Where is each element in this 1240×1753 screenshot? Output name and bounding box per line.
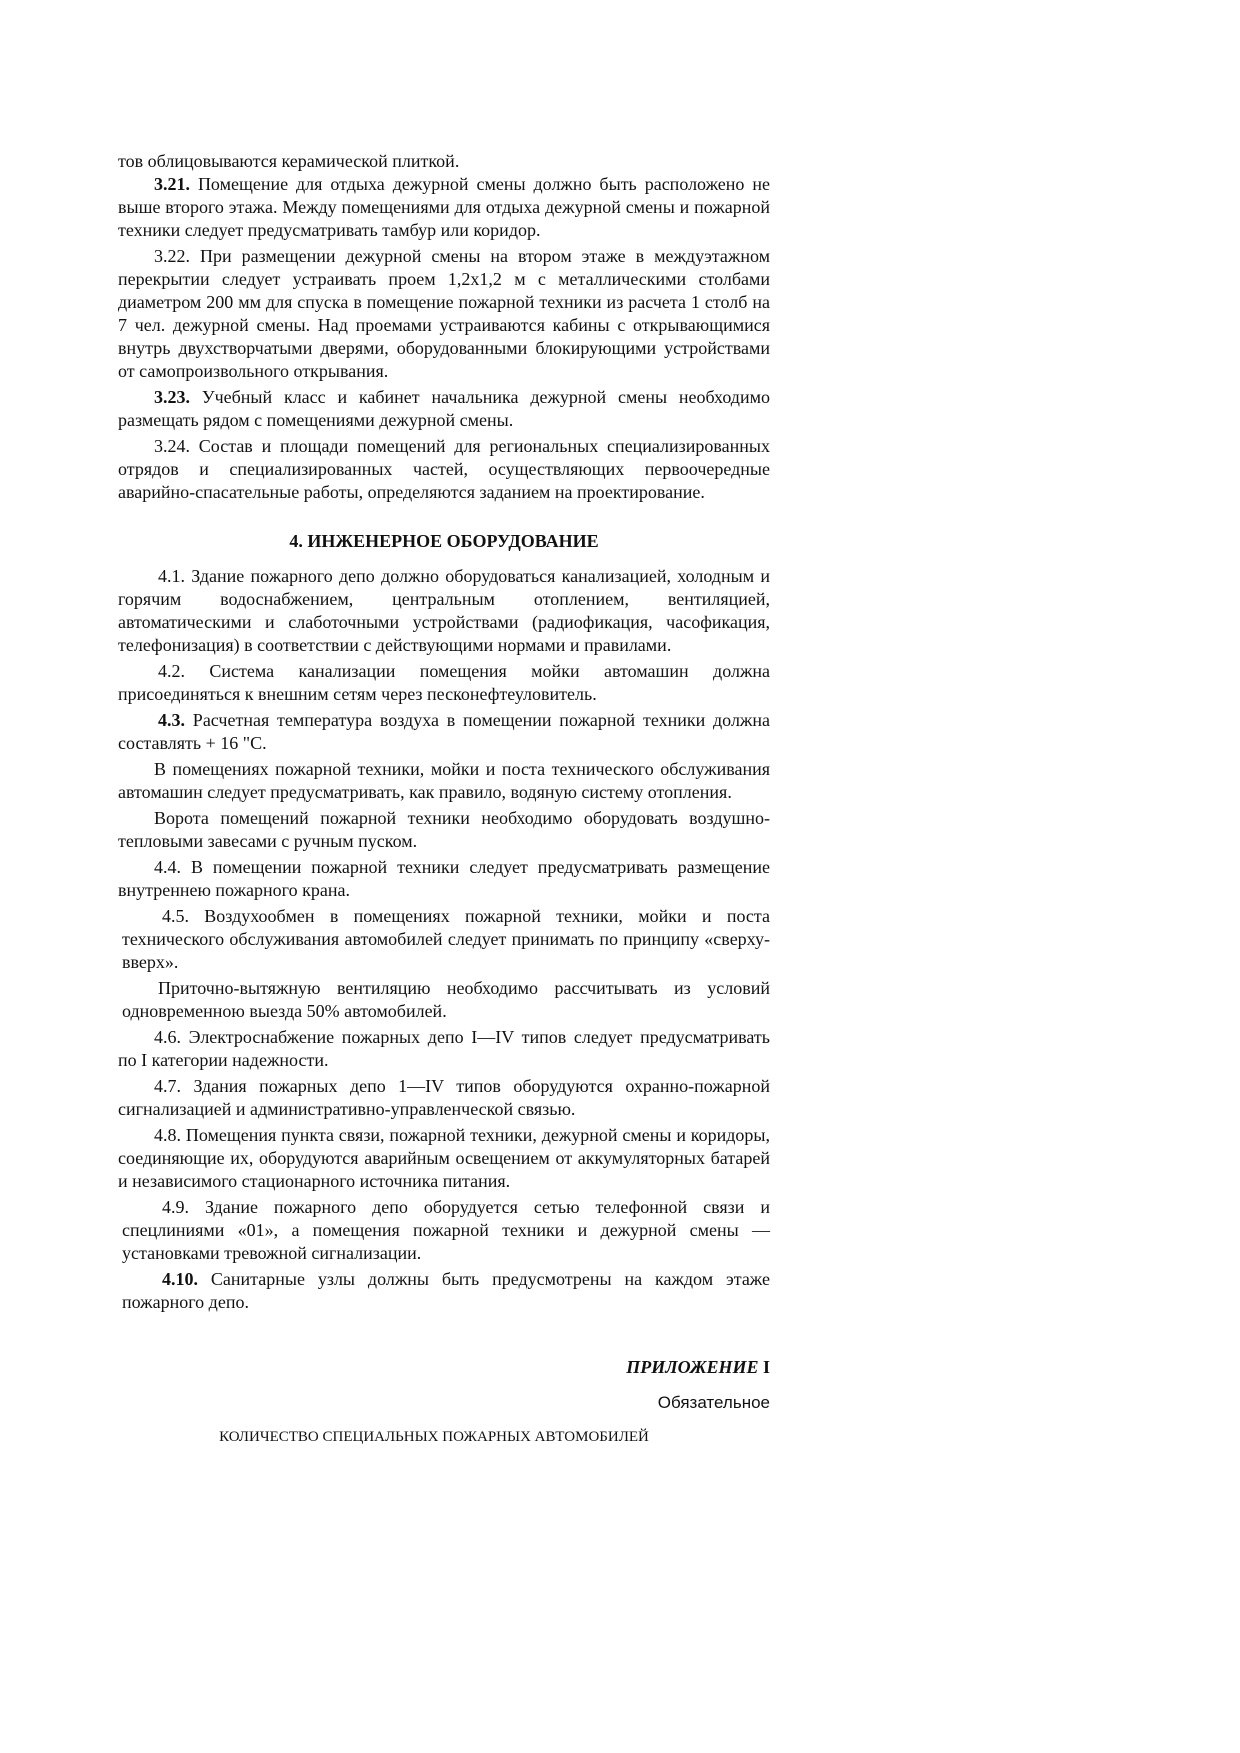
clause-text: Учебный класс и кабинет начальника дежурной смены необходимо размещать рядом с помещениями дежурной смены. (118, 387, 770, 430)
paragraph-4-8: 4.8. Помещения пункта связи, пожарной техники, дежурной смены и коридоры, соединяющие их, оборудуются аварийным освещением от аккумуляторных батарей и независимого стационарного источника питания. (118, 1125, 770, 1191)
paragraph-continuation: тов облицовываются керамической плиткой. (118, 151, 460, 171)
clause-number: 3.21. (154, 174, 190, 194)
clause-number: 4.10. (162, 1269, 198, 1289)
clause-text: Помещение для отдыха дежурной смены должно быть расположено не выше второго этажа. Между помещениями для отдыха дежурной смены и пожарной техники следует предусматривать тамбур или коридор. (118, 174, 770, 240)
clause-text: Расчетная температура воздуха в помещении пожарной техники должна составлять + 16 "С. (118, 710, 770, 753)
section-heading: 4. ИНЖЕНЕРНОЕ ОБОРУДОВАНИЕ (289, 531, 599, 551)
clause-number: 4.3. (158, 710, 185, 730)
paragraph-4-5-ventilation: Приточно-вытяжную вентиляцию необходимо рассчитывать из условий одновременною выезда 50% автомобилей. (122, 978, 770, 1021)
paragraph-3-23 (118, 386, 770, 432)
paragraph-3-22: 3.22. При размещении дежурной смены на втором этаже в междуэтажном перекрытии следует устраивать проем 1,2x1,2 м с металлическими столбами диаметром 200 мм для спуска в помещение пожарной техники из расчета 1 столб на 7 чел. дежурной смены. Над проемами устраиваются кабины с открывающимися внутрь двухстворчатыми дверями, оборудованными блокирующими устройствами от самопроизвольного открывания. (118, 246, 770, 381)
appendix-status: Обязательное (657, 1393, 770, 1412)
paragraph-4-3-gates: Ворота помещений пожарной техники необходимо оборудовать воздушно-тепловыми завесами с ручным пуском. (118, 808, 770, 851)
clause-number: 3.23. (154, 387, 190, 407)
paragraph-4-3-heating: В помещениях пожарной техники, мойки и поста технического обслуживания автомашин следует предусматривать, как правило, водяную систему отопления. (118, 759, 770, 802)
appendix-word: ПРИЛОЖЕНИЕ (626, 1357, 759, 1377)
paragraph-4-6: 4.6. Электроснабжение пожарных депо I—IV типов следует предусматривать по I категории надежности. (118, 1027, 770, 1070)
paragraph-3-24: 3.24. Состав и площади помещений для региональных специализированных отрядов и специализированных частей, осуществляющих первоочередные аварийно-спасательные работы, определяются заданием на проектирование. (118, 436, 770, 502)
paragraph-4-4: 4.4. В помещении пожарной техники следует предусматривать размещение внутреннею пожарного крана. (118, 857, 770, 900)
appendix-label (118, 1356, 770, 1379)
table-title: КОЛИЧЕСТВО СПЕЦИАЛЬНЫХ ПОЖАРНЫХ АВТОМОБИЛЕЙ (219, 1429, 649, 1445)
paragraph-4-2: 4.2. Система канализации помещения мойки автомашин должна присоединяться к внешним сетям через песконефтеуловитель. (118, 661, 770, 704)
paragraph-3-21 (118, 173, 770, 242)
paragraph-4-9: 4.9. Здание пожарного депо оборудуется сетью телефонной связи и спецлиниями «01», а помещения пожарной техники и дежурной смены — установками тревожной сигнализации. (122, 1197, 770, 1263)
paragraph-4-5: 4.5. Воздухообмен в помещениях пожарной техники, мойки и поста технического обслуживания автомобилей следует принимать по принципу «сверху-вверх». (122, 906, 770, 972)
paragraph-4-3 (118, 709, 770, 755)
document-page (118, 150, 770, 1446)
appendix-number: I (758, 1357, 770, 1377)
paragraph-4-1: 4.1. Здание пожарного депо должно оборудоваться канализацией, холодным и горячим водоснабжением, центральным отоплением, вентиляцией, автоматическими и слаботочными устройствами (радиофикация, часофикация, телефонизация) в соответствии с действующими нормами и правилами. (118, 566, 770, 655)
clause-text: Санитарные узлы должны быть предусмотрены на каждом этаже пожарного депо. (122, 1269, 770, 1312)
paragraph-4-10 (118, 1268, 770, 1314)
paragraph-4-7: 4.7. Здания пожарных депо 1—IV типов оборудуются охранно-пожарной сигнализацией и административно-управленческой связью. (118, 1076, 770, 1119)
